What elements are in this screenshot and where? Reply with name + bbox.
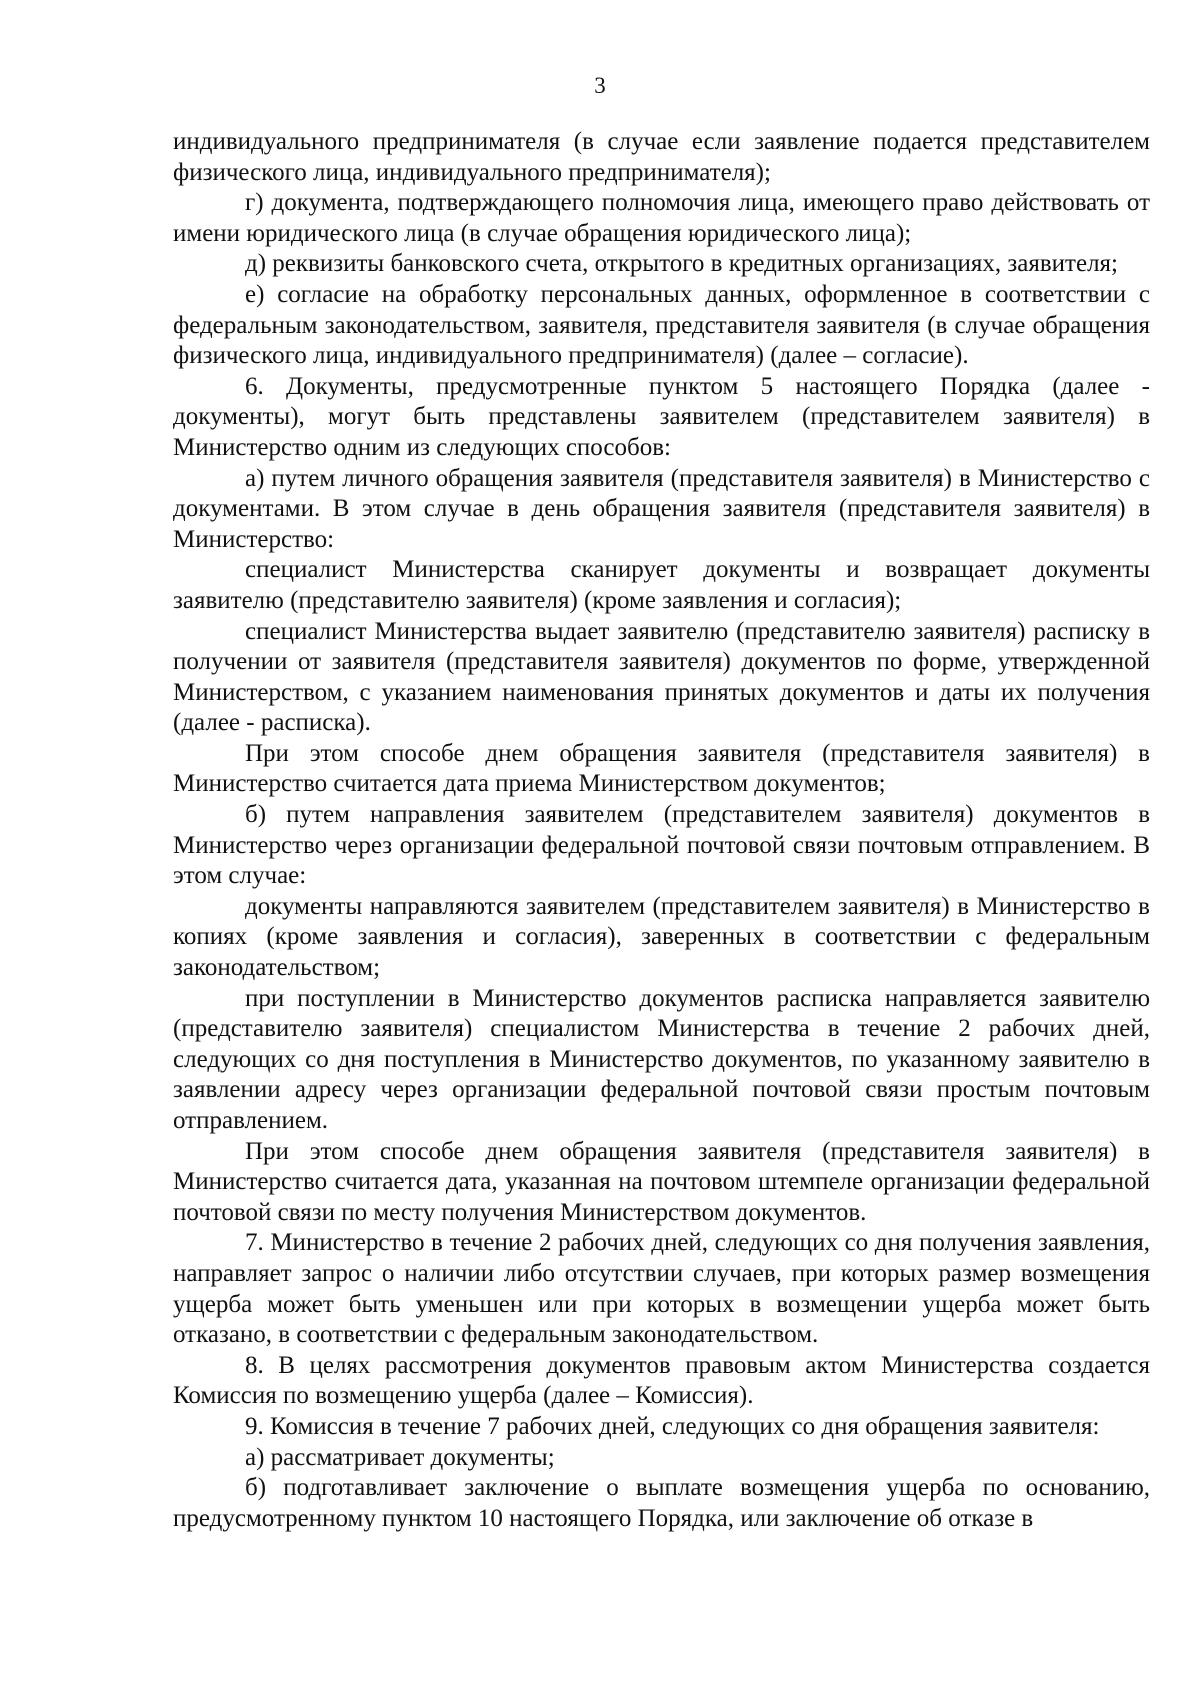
paragraph: 9. Комиссия в течение 7 рабочих дней, следующих со дня обращения заявителя: bbox=[245, 1412, 1100, 1440]
paragraph: специалист Министерства сканирует документы и возвращает документы заявителю (представителю заявителя) (кроме заявления и согласия); bbox=[173, 556, 1150, 614]
paragraph: г) документа, подтверждающего полномочия лица, имеющего право действовать от имени юридического лица (в случае обращения юридического лица); bbox=[173, 189, 1150, 247]
paragraph: 8. В целях рассмотрения документов правовым актом Министерства создается Комиссия по возмещению ущерба (далее – Комиссия). bbox=[173, 1351, 1150, 1410]
paragraph: а) рассматривает документы; bbox=[245, 1443, 555, 1471]
paragraph: д) реквизиты банковского счета, открытого в кредитных организациях, заявителя; bbox=[245, 250, 1118, 278]
paragraph: 6. Документы, предусмотренные пунктом 5 настоящего Порядка (далее - документы), могут быть представлены заявителем (представителем заявителя) в Министерство одним из следующих способов: bbox=[173, 372, 1150, 461]
paragraph: При этом способе днем обращения заявителя (представителя заявителя) в Министерство считается дата приема Министерством документов; bbox=[173, 739, 1150, 798]
paragraph: б) путем направления заявителем (представителем заявителя) документов в Министерство через организации федеральной почтовой связи почтовым отправлением. В этом случае: bbox=[173, 801, 1150, 890]
paragraph: е) согласие на обработку персональных данных, оформленное в соответствии с федеральным законодательством, заявителя, представителя заявителя (в случае обращения физического лица, индивидуального предпринимателя) (далее – согласие). bbox=[173, 280, 1150, 370]
paragraph: документы направляются заявителем (представителем заявителя) в Министерство в копиях (кроме заявления и согласия), заверенных в соответствии с федеральным законодательством; bbox=[173, 892, 1150, 982]
page-number: 3 bbox=[594, 73, 606, 98]
document-body bbox=[173, 127, 1150, 1534]
paragraph: а) путем личного обращения заявителя (представителя заявителя) в Министерство с документами. В этом случае в день обращения заявителя (представителя заявителя) в Министерство: bbox=[173, 464, 1150, 553]
paragraph: при поступлении в Министерство документов расписка направляется заявителю (представителю заявителя) специалистом Министерства в течение 2 рабочих дней, следующих со дня поступления в Министерство документов, по указанному заявителю в заявлении адресу через организации федеральной почтовой связи простым почтовым отправлением. bbox=[173, 984, 1150, 1134]
paragraph: При этом способе днем обращения заявителя (представителя заявителя) в Министерство считается дата, указанная на почтовом штемпеле организации федеральной почтовой связи по месту получения Министерством документов. bbox=[173, 1137, 1150, 1226]
paragraph: специалист Министерства выдает заявителю (представителю заявителя) расписку в получении от заявителя (представителя заявителя) документов по форме, утвержденной Министерством, с указанием наименования принятых документов и даты их получения (далее - расписка). bbox=[173, 617, 1150, 737]
paragraph: б) подготавливает заключение о выплате возмещения ущерба по основанию, предусмотренному пунктом 10 настоящего Порядка, или заключение об отказе в bbox=[173, 1474, 1150, 1532]
paragraph: индивидуального предпринимателя (в случае если заявление подается представителем физического лица, индивидуального предпринимателя); bbox=[173, 128, 1150, 186]
paragraph: 7. Министерство в течение 2 рабочих дней, следующих со дня получения заявления, направляет запрос о наличии либо отсутствии случаев, при которых размер возмещения ущерба может быть уменьшен или при которых в возмещении ущерба может быть отказано, в соответствии с федеральным законодательством. bbox=[173, 1229, 1150, 1349]
